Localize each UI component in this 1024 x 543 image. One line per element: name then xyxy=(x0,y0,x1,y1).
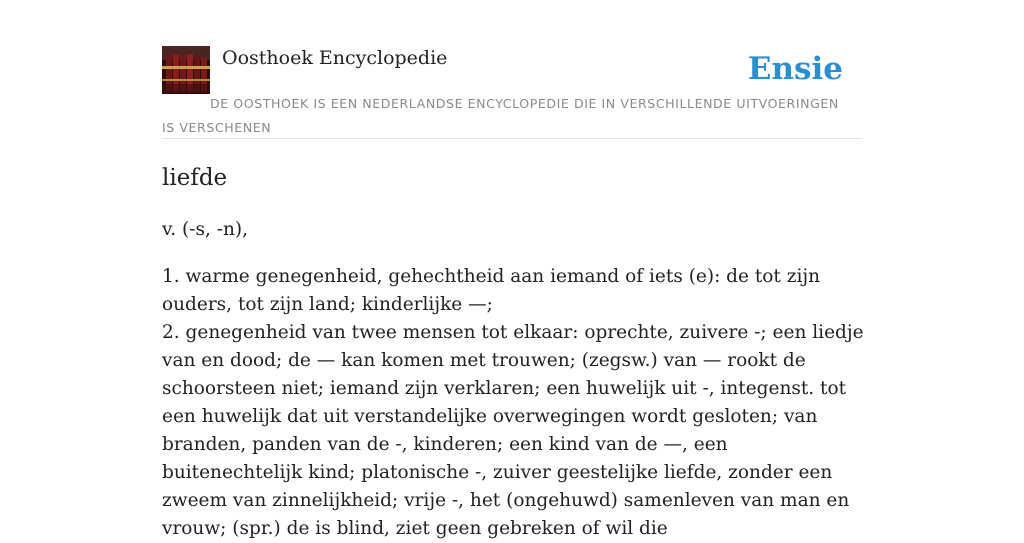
site-header xyxy=(162,46,862,139)
entry-definition xyxy=(162,263,864,543)
definition-item: 2. genegenheid van twee mensen tot elkaar: oprechte, zuivere -; een liedje van en dood; de — kan komen met trouwen; (zegsw.) van — rookt de schoorsteen niet; iemand zijn verklaren; een huwelijk uit -, integenst. tot een huwelijk dat uit verstandelijke overwegingen wordt gesloten; van branden, panden van de -, kinderen; een kind van de —, een buitenechtelijk kind; platonische -, zuiver geestelijke liefde, zonder een zweem van zinnelijkheid; vrije -, het (ongehuwd) samenleven van man en vrouw; (spr.) de is blind, ziet geen gebreken of wil die xyxy=(162,322,864,539)
site-tagline: DE OOSTHOEK IS EEN NEDERLANDSE ENCYCLOPEDIE DIE IN VERSCHILLENDE UITVOERINGEN IS VERSCHENEN xyxy=(162,96,839,135)
books-image xyxy=(162,46,210,94)
entry-title: liefde xyxy=(162,165,228,191)
definition-item: 1. warme genegenheid, gehechtheid aan iemand of iets (e): de tot zijn ouders, tot zijn land; kinderlijke —; xyxy=(162,266,821,315)
encyclopedia-avatar[interactable] xyxy=(162,46,210,94)
brand-logo[interactable]: Ensie xyxy=(747,51,843,87)
site-title[interactable]: Oosthoek Encyclopedie xyxy=(222,47,448,69)
entry-grammar: v. (-s, -n), xyxy=(162,219,249,240)
page-container xyxy=(162,46,864,539)
